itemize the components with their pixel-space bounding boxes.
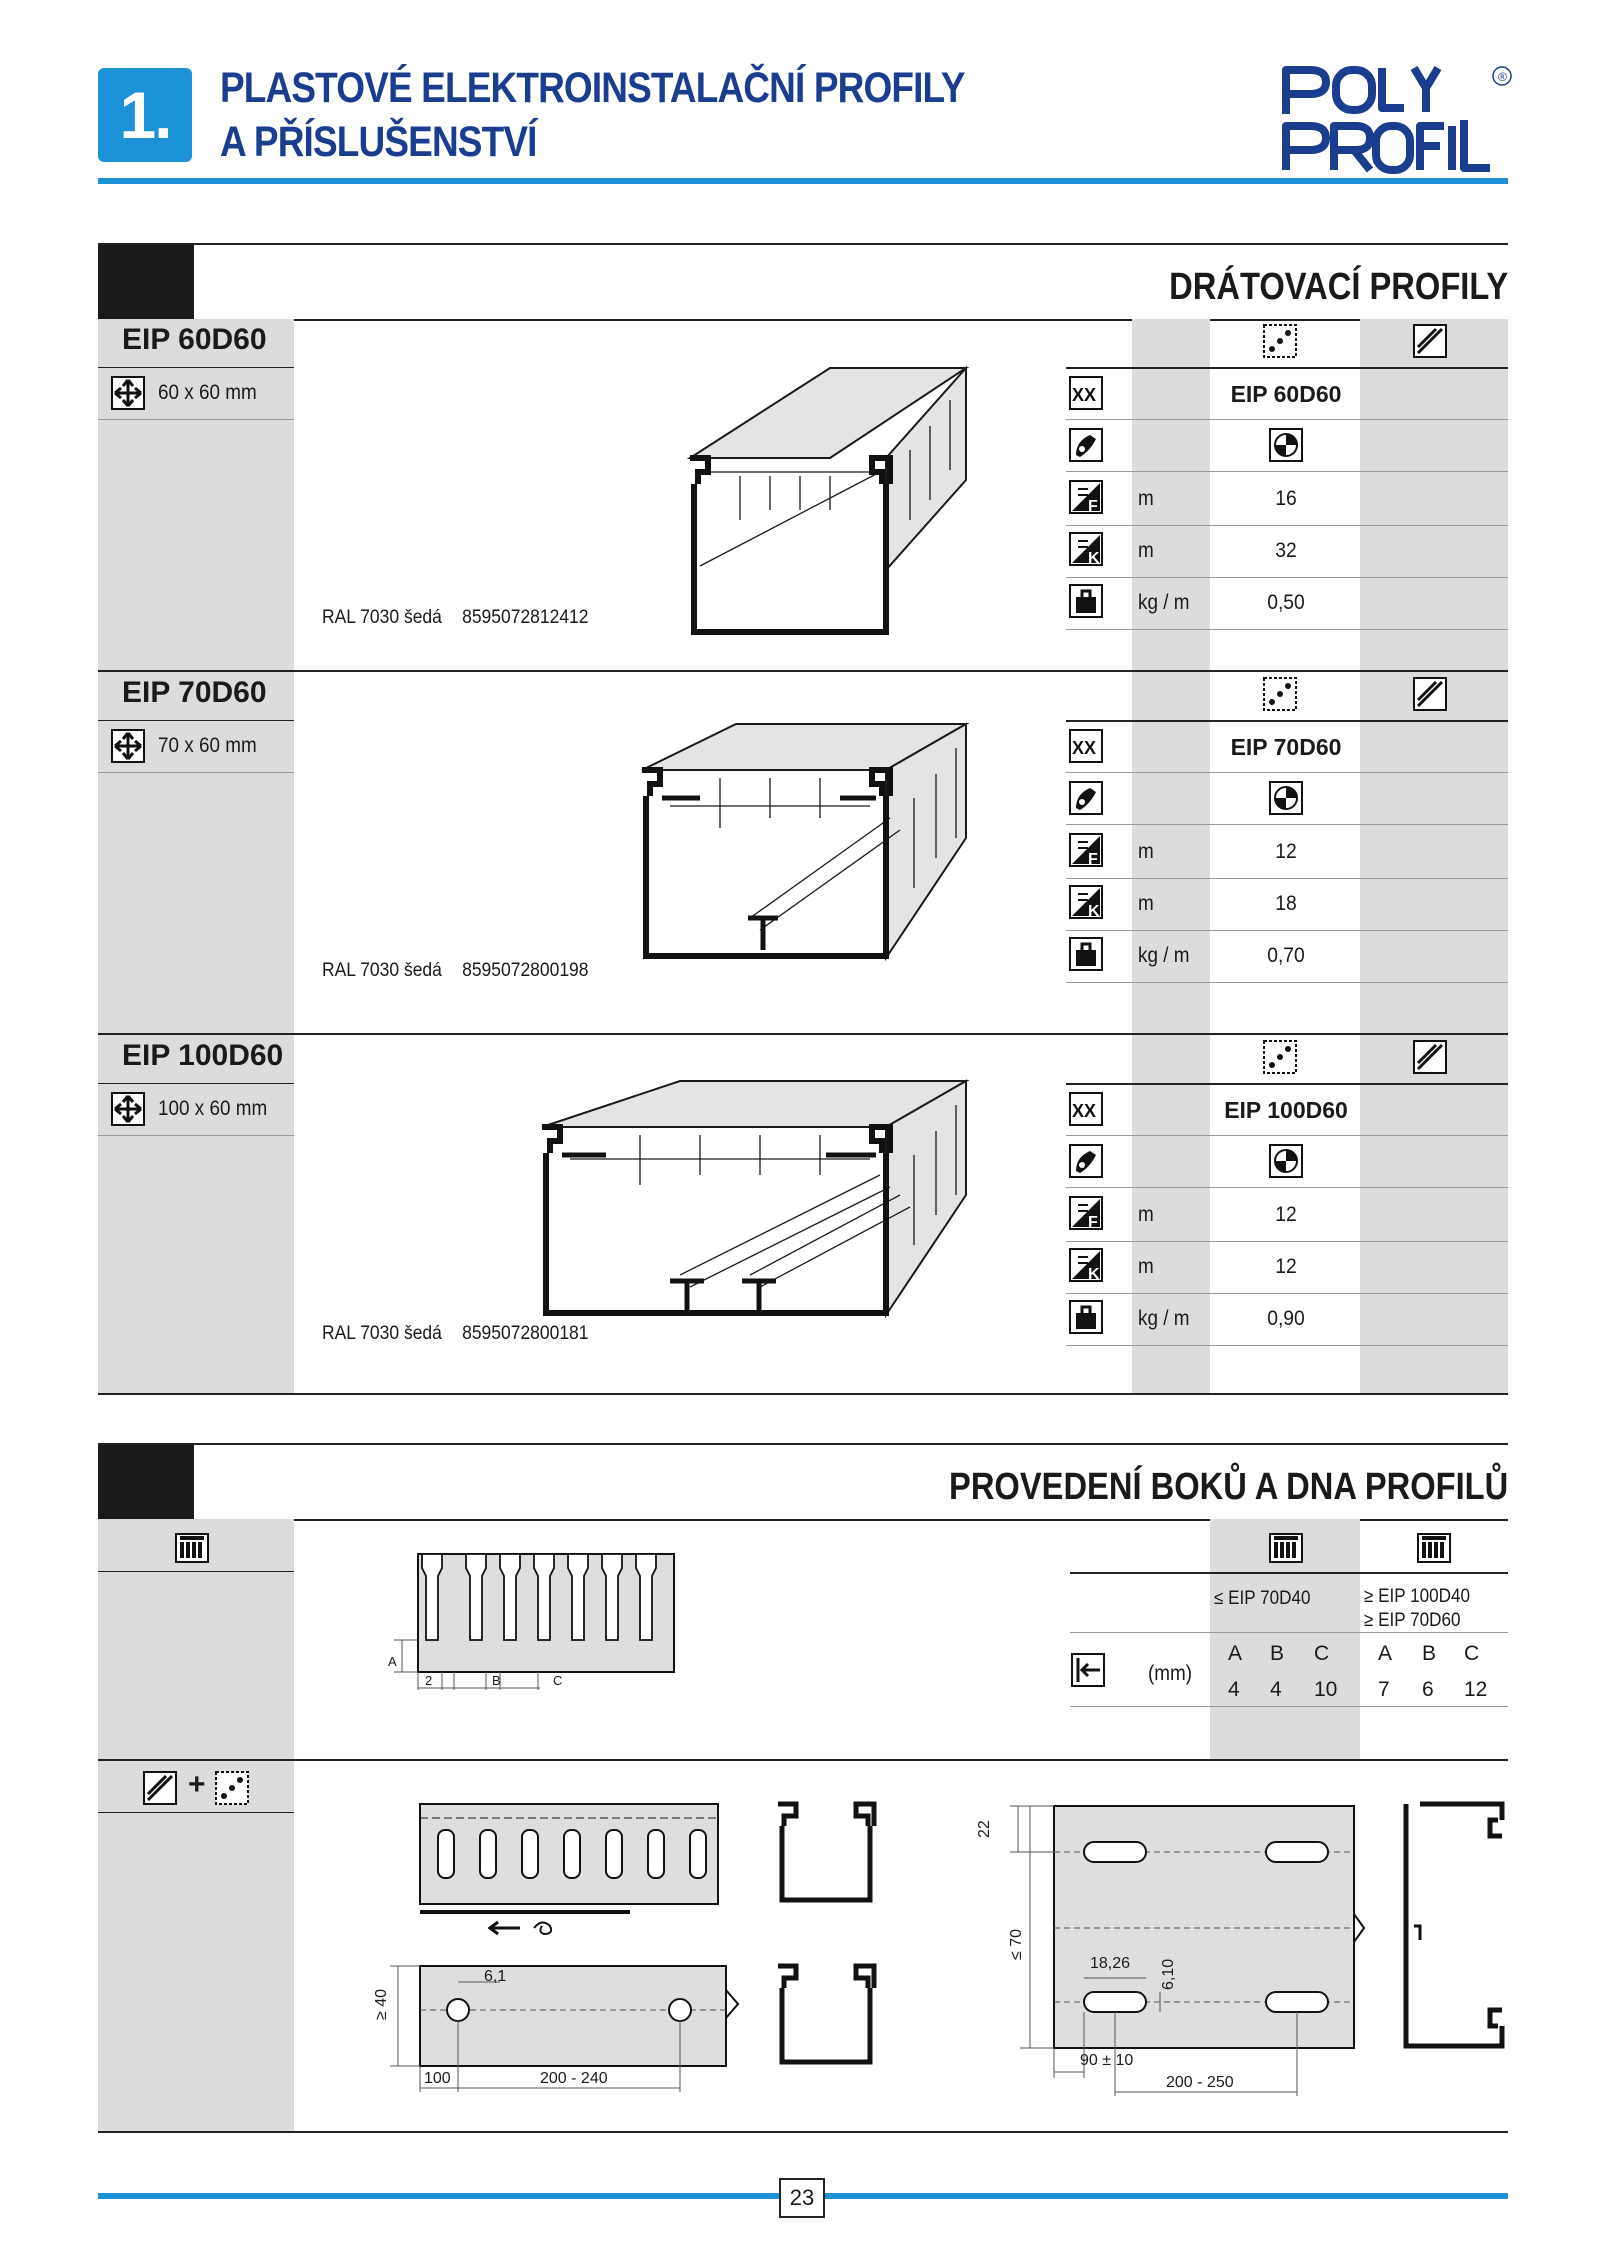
product-dimensions: 70 x 60 mm [158,734,257,757]
base-holes-icon [214,1770,250,1806]
finish-icon [1268,427,1304,463]
wide-top-label: 22 [976,1820,993,1838]
svg-text:XX: XX [1072,1101,1097,1121]
slot-height-label: 6,10 [1160,1958,1177,1990]
slot-col-value: 12 [1464,1678,1488,1701]
pack-k-icon [1068,1247,1104,1283]
finish-icon [1268,1143,1304,1179]
dimension-icon [1070,1652,1106,1688]
row-unit: m [1138,539,1154,562]
min-height-label: ≥ 40 [373,1988,390,2020]
row-value: 12 [1275,1203,1297,1226]
slot-col-value: 10 [1314,1678,1338,1701]
section-bar-provedení [98,1443,1508,1521]
pack-f-icon [1068,1195,1104,1231]
section-bar-drátovací [98,243,1508,321]
edge-distance-label: 100 [424,2070,451,2087]
header-rule [98,178,1508,184]
wide-cross-section [1400,1796,1508,2056]
pack-k-icon [1068,531,1104,567]
product-name: EIP 70D60 [122,676,267,709]
wide-edge-label: 90 ± 10 [1080,2052,1134,2069]
hole-spacing-label: 200 - 240 [540,2070,608,2087]
row-value: 16 [1275,487,1297,510]
color-icon [1068,780,1104,816]
product-ral: RAL 7030 šedá 8595072800181 [322,1323,589,1344]
side-slots-icon-left [1268,1530,1304,1566]
pack-f-icon [1068,479,1104,515]
dimensions-icon [110,375,146,411]
slot-col-header: A [1378,1642,1393,1665]
polyprofil-logo [1276,64,1512,174]
row-value: 32 [1275,539,1297,562]
slot-col-header: C [1314,1642,1330,1665]
product-dimensions: 60 x 60 mm [158,381,257,404]
slot-table-right-header-1: ≥ EIP 100D40 [1364,1586,1471,1607]
slot-col-value: 6 [1422,1678,1434,1701]
product-dimensions: 100 x 60 mm [158,1097,268,1120]
row-value: 0,50 [1267,591,1305,614]
slot-table-left-header: ≤ EIP 70D40 [1214,1588,1311,1609]
svg-text:XX: XX [1072,738,1097,758]
slot-label-a: A [388,1654,397,1669]
slot-col-header: A [1228,1642,1243,1665]
row-unit: kg / m [1138,1307,1190,1330]
chapter-number: 1. [98,68,192,162]
row-value: 12 [1275,840,1297,863]
plus-sign: + [188,1768,206,1801]
svg-text:XX: XX [1072,385,1097,405]
row-unit: kg / m [1138,944,1190,967]
solid-wall-icon [1412,1039,1448,1075]
svg-text:F: F [1088,851,1098,868]
solid-wall-icon [1412,323,1448,359]
dimensions-icon [110,728,146,764]
duct-100d60-drawing [530,1075,980,1325]
row-value: 12 [1275,1255,1297,1278]
perforated-base-icon [1262,676,1298,712]
product-name: EIP 100D60 [122,1039,284,1072]
slot-col-header: C [1464,1642,1480,1665]
slot-width-label: 18,26 [1090,1955,1131,1972]
dimensions-icon [110,1091,146,1127]
slot-label-c: C [553,1673,563,1688]
side-wall-icon [142,1770,178,1806]
row-value: 0,90 [1267,1307,1305,1330]
wide-height-label: ≤ 70 [1008,1928,1025,1960]
pack-k-icon [1068,884,1104,920]
weight-icon [1068,1299,1104,1335]
product-code: EIP 100D60 [1224,1097,1348,1123]
slot-col-value: 4 [1228,1678,1240,1701]
section-title-2: PROVEDENÍ BOKŮ A DNA PROFILŮ [948,1466,1508,1508]
page-number: 23 [779,2178,825,2218]
base-slots-drawing [410,1796,720,1936]
product-ral: RAL 7030 šedá 8595072812412 [322,607,589,628]
slot-col-value: 7 [1378,1678,1390,1701]
svg-text:F: F [1088,498,1098,515]
slot-col-header: B [1270,1642,1285,1665]
row-unit: m [1138,1203,1154,1226]
product-code: EIP 60D60 [1230,381,1342,407]
slot-label-2: 2 [425,1673,433,1688]
product-code: EIP 70D60 [1230,734,1342,760]
slot-unit: (mm) [1148,1662,1193,1685]
slot-label-b: B [492,1673,501,1688]
product-ral: RAL 7030 šedá 8595072800198 [322,960,589,981]
profile-cross-section-1 [770,1796,880,1906]
weight-icon [1068,583,1104,619]
wide-spacing-label: 200 - 250 [1166,2074,1234,2091]
row-unit: m [1138,1255,1154,1278]
svg-text:K: K [1088,1266,1100,1283]
section-title: DRÁTOVACÍ PROFILY [1169,266,1508,308]
row-value: 0,70 [1267,944,1305,967]
row-unit: m [1138,487,1154,510]
row-unit: kg / m [1138,591,1190,614]
side-slots-icon-right [1416,1530,1452,1566]
profile-cross-section-2 [770,1958,880,2068]
slot-col-value: 4 [1270,1678,1282,1701]
row-unit: m [1138,840,1154,863]
page-title-line1: PLASTOVÉ ELEKTROINSTALAČNÍ PROFILY [220,64,965,112]
row-value: 18 [1275,892,1297,915]
weight-icon [1068,936,1104,972]
hole-diameter-label: 6,1 [484,1968,507,1985]
finish-icon [1268,780,1304,816]
page-title-line2: A PŘÍSLUŠENSTVÍ [220,118,537,166]
duct-60d60-drawing [680,360,980,640]
svg-text:K: K [1088,903,1100,920]
svg-text:F: F [1088,1214,1098,1231]
color-icon [1068,427,1104,463]
slot-col-header: B [1422,1642,1437,1665]
code-icon [1068,1091,1104,1127]
registered-mark: ® [1498,70,1507,84]
perforated-base-icon [1262,1039,1298,1075]
left-grey-column [98,319,294,1393]
side-slots-icon [174,1530,210,1566]
color-icon [1068,1143,1104,1179]
solid-wall-icon [1412,676,1448,712]
code-icon [1068,375,1104,411]
svg-text:K: K [1088,550,1100,567]
slot-table-right-header-2: ≥ EIP 70D60 [1364,1610,1461,1631]
duct-70d60-drawing [630,718,980,968]
product-name: EIP 60D60 [122,323,267,356]
wide-base-drawing [970,1796,1370,2106]
row-unit: m [1138,892,1154,915]
pack-f-icon [1068,832,1104,868]
perforated-base-icon [1262,323,1298,359]
code-icon [1068,728,1104,764]
